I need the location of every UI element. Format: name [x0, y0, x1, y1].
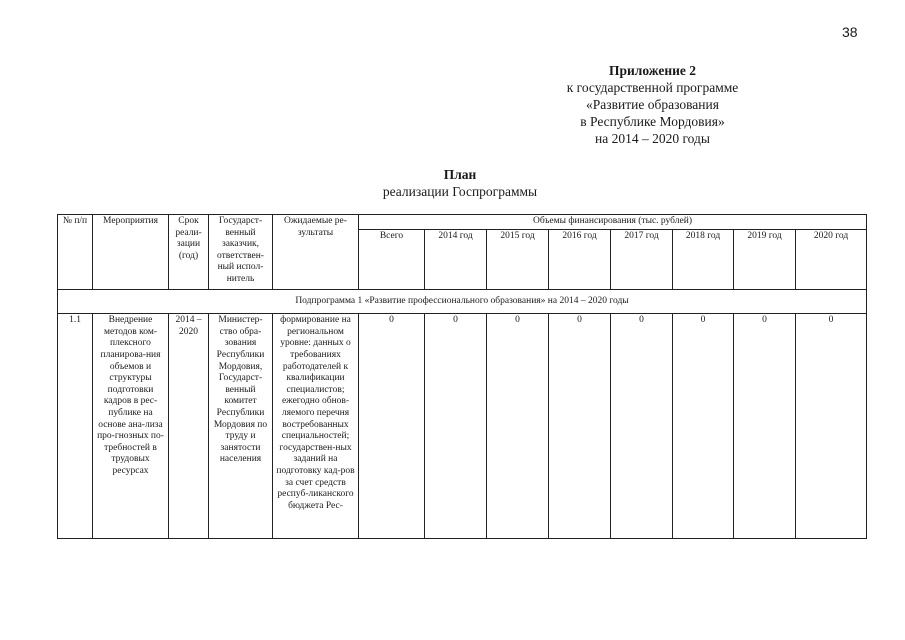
page-number: 38	[842, 24, 858, 40]
header-customer: Государст-венный заказчик, ответствен-ный испол-нитель	[209, 215, 273, 290]
row-value: 0	[487, 314, 549, 539]
appendix-block	[480, 62, 825, 147]
header-year: 2015 год	[487, 229, 549, 289]
row-value: 0	[549, 314, 611, 539]
header-year: 2014 год	[425, 229, 487, 289]
header-results: Ожидаемые ре-зультаты	[273, 215, 359, 290]
header-year: 2020 год	[796, 229, 867, 289]
header-event: Мероприятия	[93, 215, 169, 290]
row-value: 0	[734, 314, 796, 539]
appendix-title: Приложение 2	[608, 63, 697, 78]
header-year: 2018 год	[673, 229, 734, 289]
header-year: 2017 год	[611, 229, 673, 289]
row-value: 0	[673, 314, 734, 539]
row-customer: Министер-ство обра-зования Республики Мордовия, Государст-венный комитет Республики Мордовия по труду и занятости населения	[209, 314, 273, 539]
header-year: 2019 год	[734, 229, 796, 289]
row-value: 0	[611, 314, 673, 539]
row-term: 2014 – 2020	[169, 314, 209, 539]
plan-title: План	[443, 167, 477, 182]
row-value: 0	[425, 314, 487, 539]
row-num: 1.1	[58, 314, 93, 539]
header-funding: Объемы финансирования (тыс. рублей)	[359, 215, 867, 230]
header-year: 2016 год	[549, 229, 611, 289]
appendix-line: «Развитие образования	[586, 97, 719, 112]
header-num: № п/п	[58, 215, 93, 290]
header-term: Срок реали-зации (год)	[169, 215, 209, 290]
table-row	[58, 314, 867, 539]
appendix-line: к государственной программе	[566, 80, 739, 95]
row-results: формирование на региональном уровне: данных о требованиях работодателей к квалификации специалистов; ежегодно обнов-ляемого перечня востребованных специальностей; государствен-ных заданий на подготовку кад-ров за счет средств респуб-ликанского бюджета Рес-	[273, 314, 359, 539]
header-total: Всего	[359, 229, 425, 289]
plan-subtitle: реализации Госпрограммы	[382, 184, 538, 199]
row-event: Внедрение методов ком-плексного планирова-ния объемов и структуры подготовки кадров в рес-публике на основе ана-лиза про-гнозных по-требностей в трудовых ресурсах	[93, 314, 169, 539]
appendix-line: на 2014 – 2020 годы	[595, 131, 710, 146]
plan-table	[57, 214, 867, 539]
row-total: 0	[359, 314, 425, 539]
row-value: 0	[796, 314, 867, 539]
appendix-line: в Республике Мордовия»	[580, 114, 725, 129]
subprogram-title: Подпрограмма 1 «Развитие профессионального образования» на 2014 – 2020 годы	[58, 289, 867, 314]
plan-heading	[280, 166, 640, 200]
